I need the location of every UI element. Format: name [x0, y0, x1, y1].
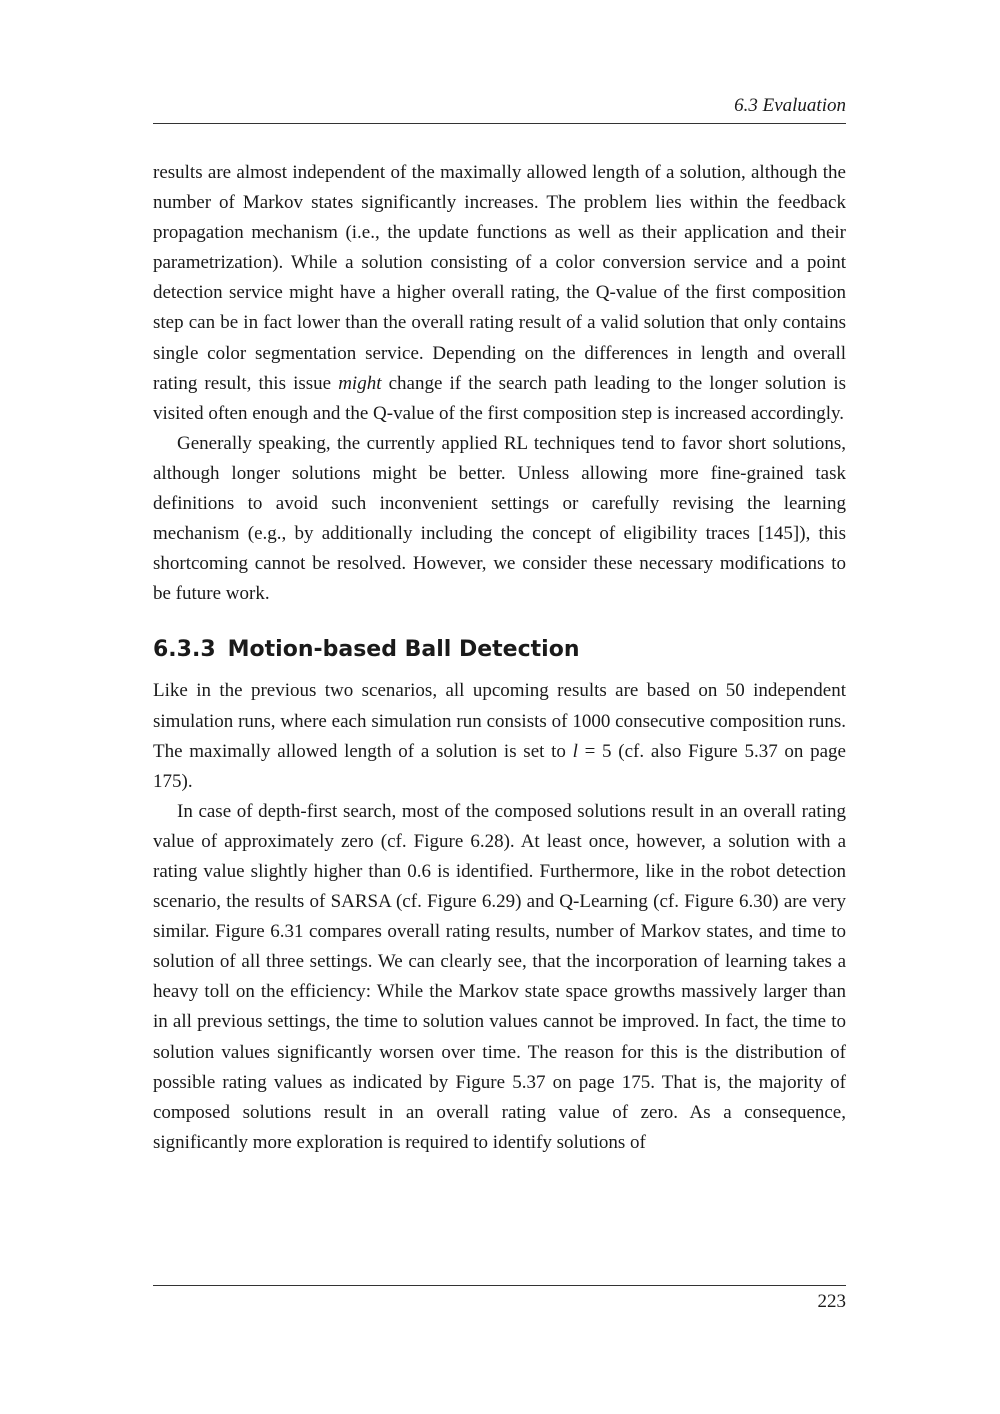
body-text	[153, 158, 846, 1158]
paragraph-3-text-b: = 5 (cf. also Figure 5.37 on page 175).	[153, 740, 846, 792]
paragraph-1-text-b: change if the search path leading to the longer solution is visited often enough and the Q-value of the first composition step is increased accordingly.	[153, 372, 846, 424]
paragraph-4: In case of depth-first search, most of the composed solutions result in an overall rating value of approximately zero (cf. Figure 6.28). At least once, however, a solution with a rating value slightly higher than 0.6 is identified. Furthermore, like in the robot detection scenario, the results of SARSA (cf. Figure 6.29) and Q-Learning (cf. Figure 6.30) are very similar. Figure 6.31 compares overall rating results, number of Markov states, and time to solution of all three settings. We can clearly see, that the incorporation of learning takes a heavy toll on the efficiency: While the Markov state space growths massively larger than in all previous settings, the time to solution values cannot be improved. In fact, the time to solution values significantly worsen over time. The reason for this is the distribution of possible rating values as indicated by Figure 5.37 on page 175. That is, the majority of composed solutions result in an overall rating value of zero. As a consequence, significantly more exploration is required to identify solutions of	[153, 800, 846, 1153]
section-number: 6.3.3	[153, 637, 216, 663]
section-title: Motion-based Ball Detection	[227, 637, 580, 663]
page-number: 223	[817, 1291, 846, 1312]
paragraph-1	[153, 158, 846, 429]
paragraph-1-text-a: results are almost independent of the maximally allowed length of a solution, although the number of Markov states significantly increases. The problem lies within the feedback propagation mechanism (i.e., the update functions as well as their application and their parametrization). While a solution consisting of a color conversion service and a point detection service might have a higher overall rating, the Q-value of the first composition step can be in fact lower than the overall rating result of a valid solution that only contains single color segmentation service. Depending on the differences in length and overall rating result, this issue	[153, 162, 846, 394]
running-header: 6.3 Evaluation	[734, 95, 846, 116]
paragraph-3-math-variable: l	[572, 740, 578, 762]
footer-rule	[153, 1285, 846, 1286]
paragraph-2: Generally speaking, the currently applied RL techniques tend to favor short solutions, although longer solutions might be better. Unless allowing more fine-grained task definitions to avoid such inconvenient settings or carefully revising the learning mechanism (e.g., by additionally including the concept of eligibility traces [145]), this shortcoming cannot be resolved. However, we consider these necessary modifications to be future work.	[153, 432, 846, 605]
section-heading	[153, 635, 846, 665]
document-page	[153, 0, 846, 1414]
paragraph-1-emphasis: might	[338, 372, 382, 394]
header-rule	[153, 123, 846, 124]
paragraph-3-text-a: Like in the previous two scenarios, all upcoming results are based on 50 independent simulation runs, where each simulation run consists of 1000 consecutive composition runs. The maximally allowed length of a solution is set to	[153, 680, 846, 762]
paragraph-3	[153, 676, 846, 796]
